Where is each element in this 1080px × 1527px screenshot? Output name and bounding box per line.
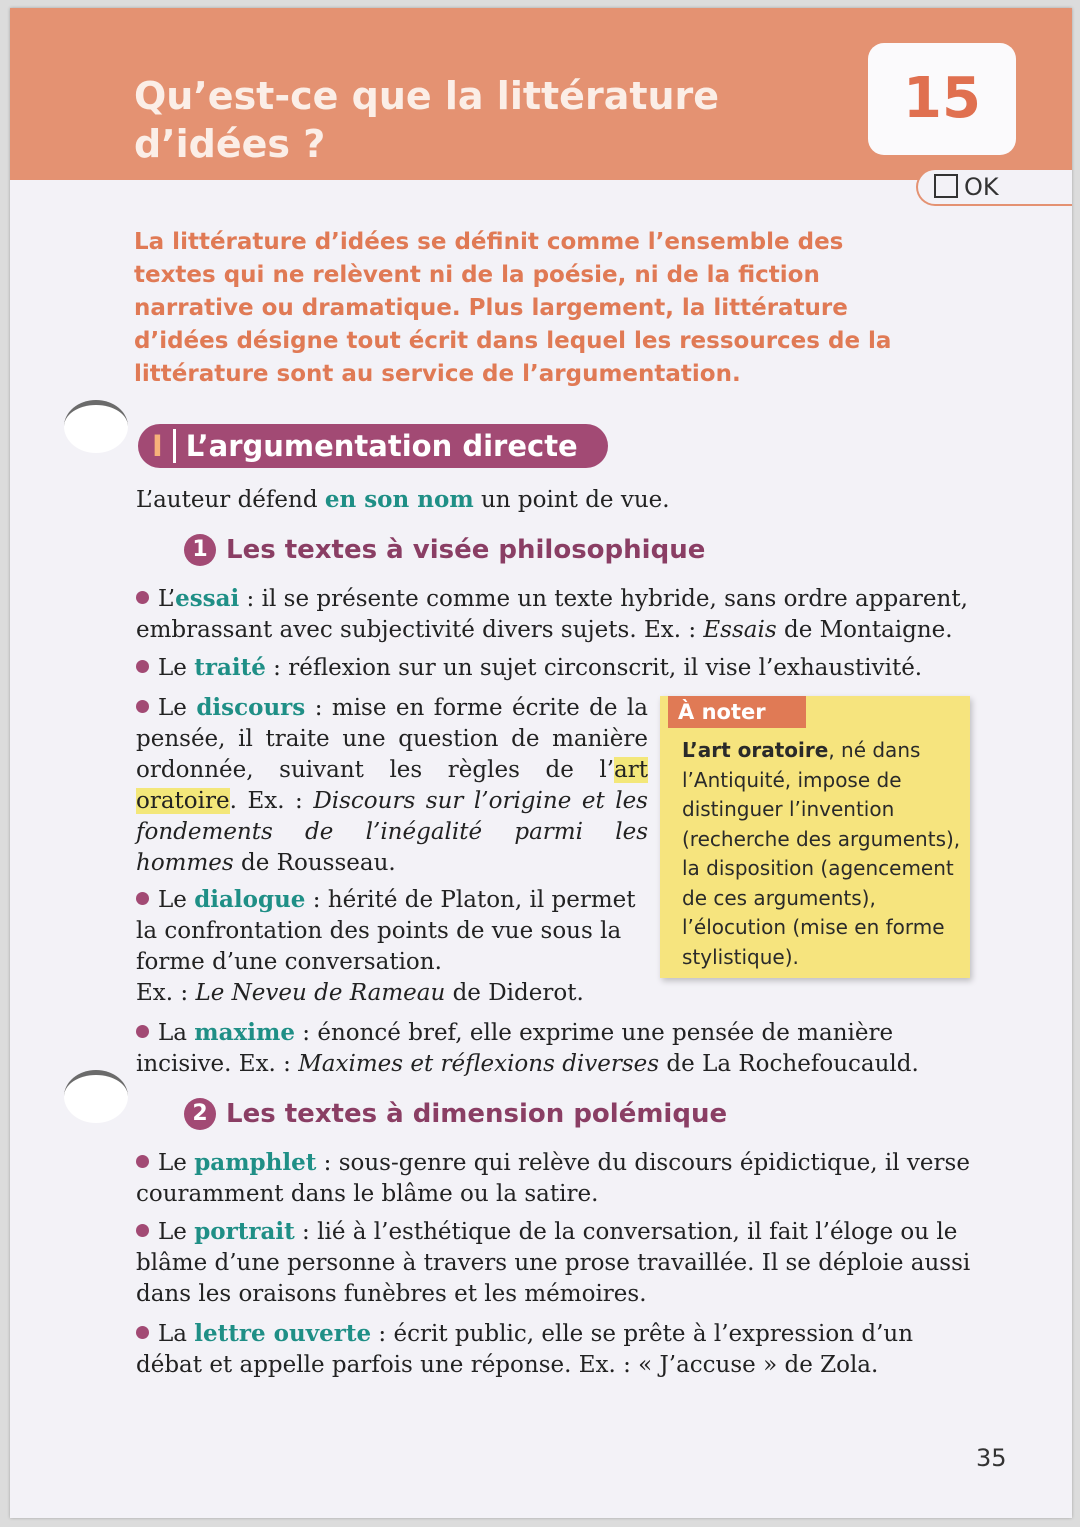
bullet-icon bbox=[136, 700, 149, 713]
bullet-icon bbox=[136, 1224, 149, 1237]
binder-hole-icon bbox=[64, 1070, 128, 1123]
subsection-heading-1 bbox=[184, 532, 705, 568]
book-page bbox=[10, 8, 1072, 1518]
bullet-icon bbox=[136, 892, 149, 905]
note-text: L’art oratoire, né dans l’Antiquité, impose de distinguer l’invention (recherche des arguments), la disposition (agencement de ces arguments), l’élocution (mise en forme stylistique). bbox=[682, 738, 961, 969]
binder-hole-icon bbox=[64, 400, 128, 453]
list-item-portrait: Le portrait : lié à l’esthétique de la conversation, il fait l’éloge ou le blâme d’une personne à travers une prose travaillée. Il se déploie aussi dans les oraisons funèbres et les mémoires. bbox=[136, 1218, 971, 1307]
bullet-icon bbox=[136, 591, 149, 604]
list-item-essai: L’essai : il se présente comme un texte hybride, sans ordre apparent, embrassant avec subjectivité divers sujets. Ex. : Essais de Montaigne. bbox=[136, 585, 968, 643]
list-item-dialogue: Le dialogue : hérité de Platon, il permet la confrontation des points de vue sous la forme d’une conversation. Ex. : Le Neveu de Rameau de Diderot. bbox=[136, 886, 636, 1006]
list-item-discours: Le discours : mise en forme écrite de la pensée, il traite une question de manière ordonnée, suivant les règles de l’art oratoire. Ex. : Discours sur l’origine et les fondements de l’inégalité parmi les hommes de Rousseau. bbox=[136, 694, 648, 876]
list-item-lettre-ouverte: La lettre ouverte : écrit public, elle se prête à l’expression d’un débat et appelle parfois une réponse. Ex. : « J’accuse » de Zola. bbox=[136, 1320, 914, 1378]
ok-label: OK bbox=[964, 173, 999, 201]
page-title: Qu’est-ce que la littérature d’idées ? bbox=[134, 74, 720, 166]
list-item-maxime: La maxime : énoncé bref, elle exprime une pensée de manière incisive. Ex. : Maximes et réflexions diverses de La Rochefoucauld. bbox=[136, 1019, 919, 1077]
bullet-icon bbox=[136, 1025, 149, 1038]
section-lead: L’auteur défend en son nom un point de vue. bbox=[136, 486, 670, 513]
section-numeral: I bbox=[152, 429, 176, 463]
subsection-heading-2 bbox=[184, 1096, 727, 1132]
checkbox-icon[interactable] bbox=[934, 174, 958, 198]
bullet-icon bbox=[136, 1155, 149, 1168]
subsection-title: Les textes à dimension polémique bbox=[226, 1099, 728, 1129]
bullet-icon bbox=[136, 660, 149, 673]
section-title: L’argumentation directe bbox=[185, 429, 578, 463]
subsection-title: Les textes à visée philosophique bbox=[226, 535, 706, 565]
bullet-icon bbox=[136, 1326, 149, 1339]
intro-paragraph: La littérature d’idées se définit comme l’ensemble des textes qui ne relèvent ni de la poésie, ni de la fiction narrative ou dramatique. Plus largement, la littérature d’idées désigne tout écrit dans lequel les ressources de la littérature sont au service de l’argumentation. bbox=[134, 229, 892, 387]
list-item-traite: Le traité : réflexion sur un sujet circonscrit, il vise l’exhaustivité. bbox=[136, 652, 974, 684]
list-item-pamphlet: Le pamphlet : sous-genre qui relève du discours épidictique, il verse couramment dans le blâme ou la satire. bbox=[136, 1149, 970, 1207]
subsection-number: 2 bbox=[184, 1098, 216, 1130]
note-box bbox=[660, 696, 970, 978]
subsection-number: 1 bbox=[184, 534, 216, 566]
page-number: 35 bbox=[976, 1444, 1007, 1472]
section-heading bbox=[138, 424, 608, 468]
chapter-number: 15 bbox=[868, 43, 1016, 155]
note-tag: À noter bbox=[668, 696, 806, 728]
ok-checkbox[interactable] bbox=[916, 168, 1072, 206]
